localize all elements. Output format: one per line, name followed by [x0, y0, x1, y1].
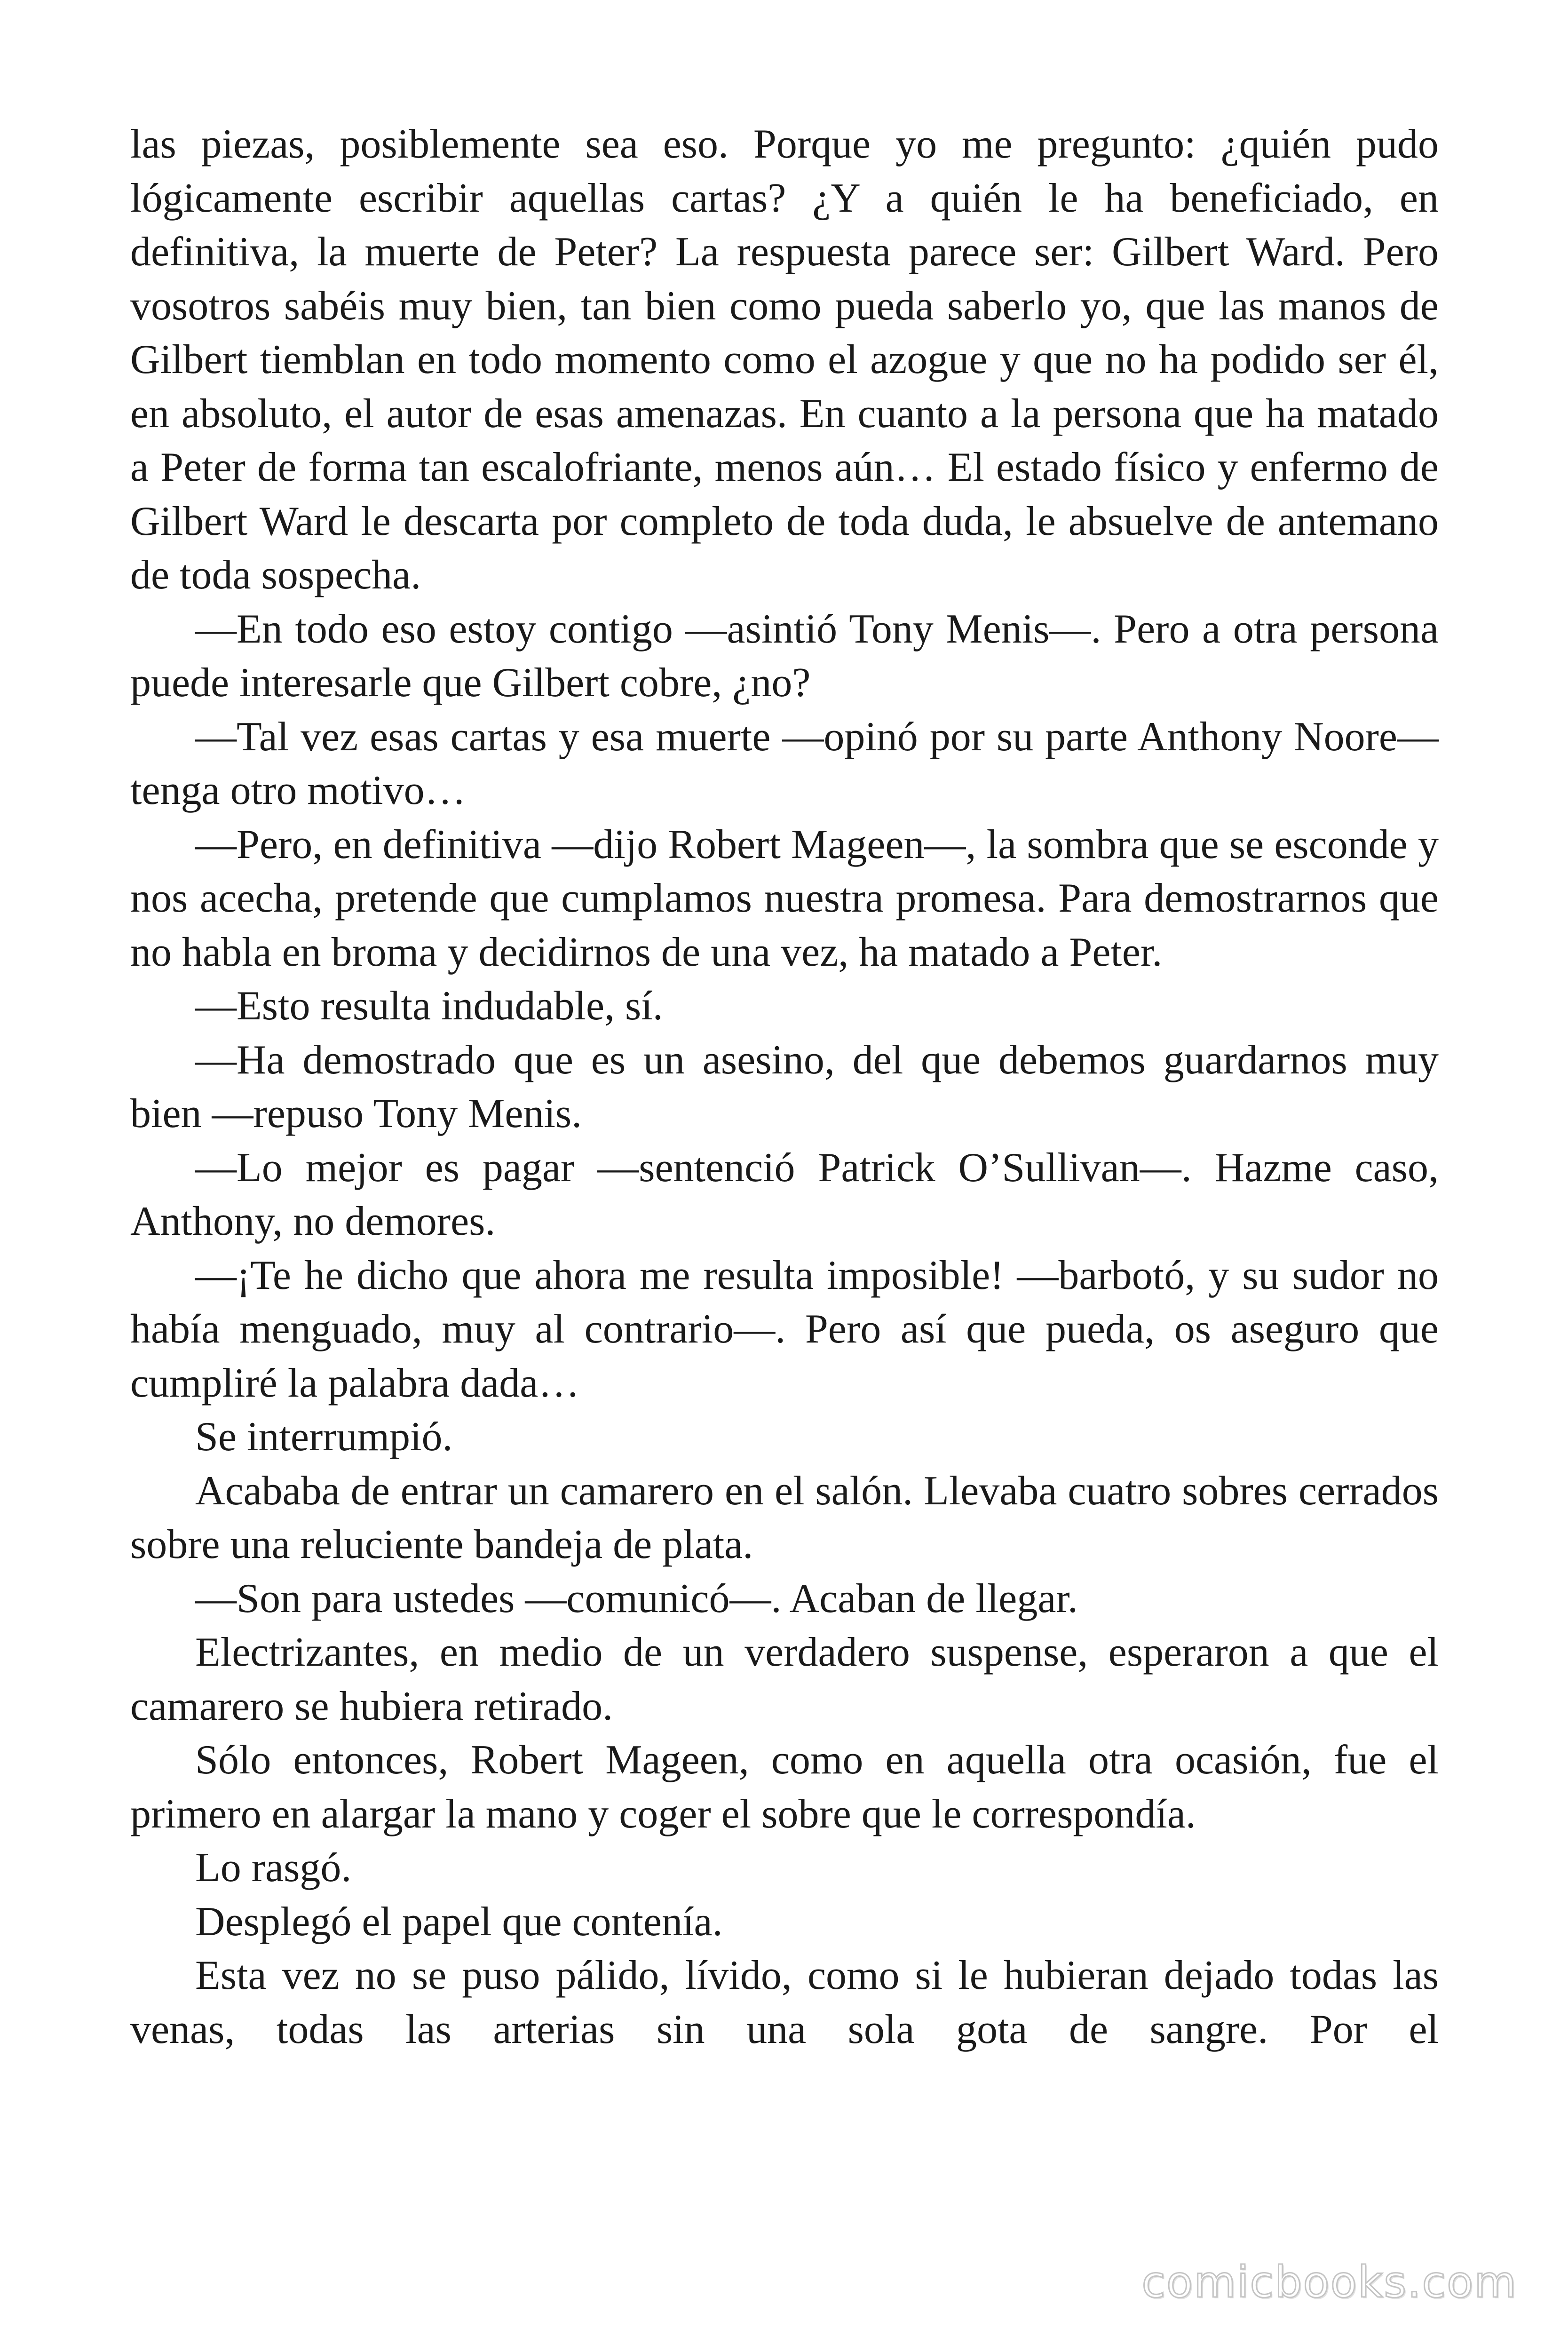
paragraph: Se interrumpió. — [195, 1414, 453, 1460]
paragraph: las piezas, posiblemente sea eso. Porque yo me pregunto: ¿quién pudo lógicamente escribir aquellas cartas? ¿Y a quién le ha beneficiado, en definitiva, la muerte de Peter? La respuesta parece ser: Gilbert Ward. Pero vosotros sabéis muy bien, tan bien como pueda saberlo yo, que las manos de Gilbert tiemblan en todo momento como el azogue y que no ha podido ser él, en absoluto, el autor de esas amenazas. En cuanto a la persona que ha matado a Peter de forma tan escalofriante, menos aún… El estado físico y enfermo de Gilbert Ward le descarta por completo de toda duda, le absuelve de antemano de toda sospecha. — [130, 121, 1439, 598]
paragraph: Lo rasgó. — [195, 1845, 352, 1891]
watermark: comicbooks.com — [1141, 2257, 1517, 2307]
paragraph: —Pero, en definitiva —dijo Robert Mageen—, la sombra que se esconde y nos acecha, pretende que cumplamos nuestra promesa. Para demostrarnos que no habla en broma y decidirnos de una vez, ha matado a Peter. — [130, 821, 1439, 975]
paragraph-last: Esta vez no se puso pálido, lívido, como si le hubieran dejado todas las venas, todas las arterias sin una sola gota de sangre. Por el — [130, 1953, 1439, 2052]
paragraph: —Esto resulta indudable, sí. — [195, 983, 663, 1029]
paragraph: —En todo eso estoy contigo —asintió Tony Menis—. Pero a otra persona puede interesarle que Gilbert cobre, ¿no? — [130, 606, 1439, 706]
paragraph: Electrizantes, en medio de un verdadero suspense, esperaron a que el camarero se hubiera retirado. — [130, 1629, 1439, 1729]
paragraph: —Son para ustedes —comunicó—. Acaban de llegar. — [195, 1575, 1078, 1621]
paragraph: Desplegó el papel que contenía. — [195, 1899, 723, 1945]
paragraph: Acababa de entrar un camarero en el salón. Llevaba cuatro sobres cerrados sobre una reluciente bandeja de plata. — [130, 1468, 1439, 1567]
paragraph: —¡Te he dicho que ahora me resulta imposible! —barbotó, y su sudor no había menguado, muy al contrario—. Pero así que pueda, os aseguro que cumpliré la palabra dada… — [130, 1252, 1439, 1406]
paragraph: —Tal vez esas cartas y esa muerte —opinó por su parte Anthony Noore— tenga otro motivo… — [130, 714, 1439, 813]
paragraph: —Lo mejor es pagar —sentenció Patrick O’Sullivan—. Hazme caso, Anthony, no demores. — [130, 1144, 1439, 1244]
page-body — [130, 118, 1439, 2057]
paragraph: Sólo entonces, Robert Mageen, como en aquella otra ocasión, fue el primero en alargar la mano y coger el sobre que le correspondía. — [130, 1737, 1439, 1837]
paragraph: —Ha demostrado que es un asesino, del que debemos guardarnos muy bien —repuso Tony Menis. — [130, 1037, 1439, 1136]
